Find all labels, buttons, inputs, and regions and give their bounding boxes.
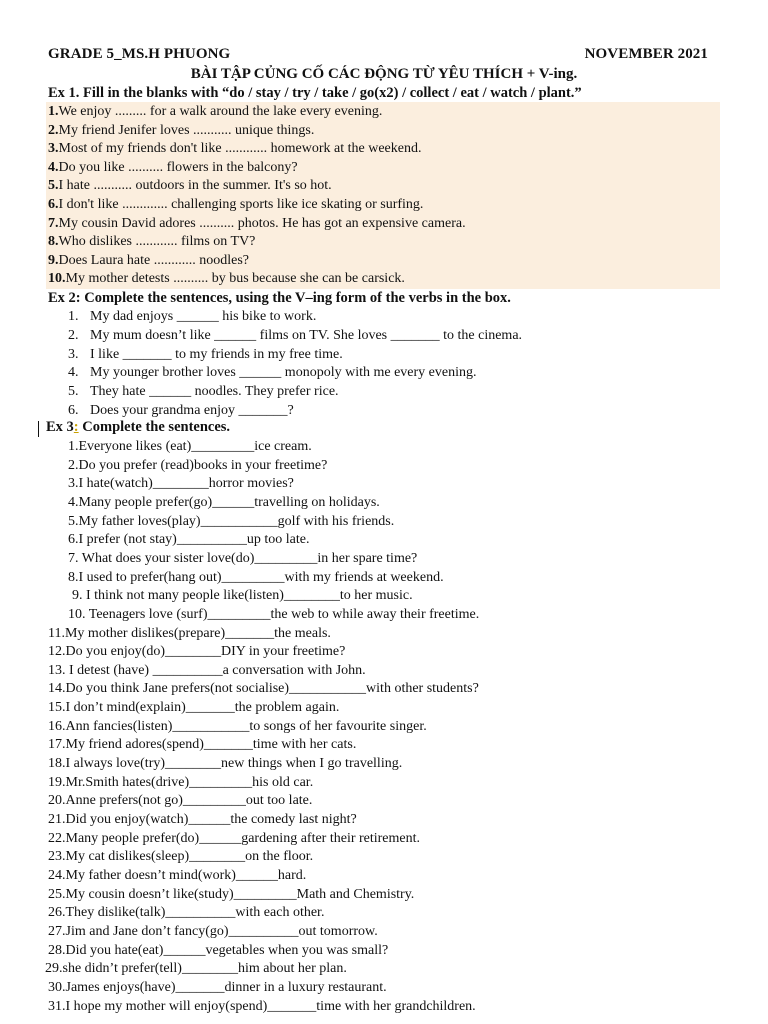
ex3-item: 8.I used to prefer(hang out)_________with my friends at weekend. <box>68 569 444 585</box>
ex3-item: 25.My cousin doesn’t like(study)_________Math and Chemistry. <box>48 886 415 902</box>
ex3-item: 22.Many people prefer(do)______gardening after their retirement. <box>48 830 421 846</box>
ex3-item: 23.My cat dislikes(sleep)________on the floor. <box>48 849 314 865</box>
ex1-item-number: 4. <box>48 159 59 175</box>
ex3-title <box>46 419 230 436</box>
ex2-title: Ex 2: Complete the sentences, using the V–ing form of the verbs in the box. <box>48 290 511 306</box>
ex1-item <box>48 196 423 214</box>
ex1-title: Ex 1. Fill in the blanks with “do / stay / try / take / go(x2) / collect / eat / watch / plant.” <box>48 85 582 101</box>
ex1-item-text: Who dislikes ............ films on TV? <box>58 234 256 250</box>
ex1-item-text: My cousin David adores .......... photos. He has got an expensive camera. <box>58 215 466 231</box>
ex3-item: 30.James enjoys(have)_______dinner in a luxury restaurant. <box>48 979 387 995</box>
ex1-item <box>48 140 421 158</box>
ex2-item-text: My dad enjoys ______ his bike to work. <box>90 309 317 324</box>
ex3-item: 12.Do you enjoy(do)________DIY in your freetime? <box>48 644 346 660</box>
ex3-item: 18.I always love(try)________new things when I go travelling. <box>48 756 403 772</box>
ex3-label: Ex 3 <box>46 419 74 435</box>
ex3-item: 4.Many people prefer(go)______travelling on holidays. <box>68 494 380 510</box>
ex1-item-number: 6. <box>48 197 59 212</box>
page-title: BÀI TẬP CỦNG CỐ CÁC ĐỘNG TỪ YÊU THÍCH + V-ing. <box>190 66 578 82</box>
ex3-item: 31.I hope my mother will enjoy(spend)_______time with her grandchildren. <box>48 998 476 1014</box>
ex2-item-number: 2. <box>68 327 79 343</box>
ex1-item-text: Does Laura hate ............ noodles? <box>58 252 249 268</box>
ex3-colon: : <box>73 419 79 435</box>
ex3-item: 24.My father doesn’t mind(work)______hard. <box>48 867 307 883</box>
ex1-item-number: 7. <box>48 215 59 231</box>
ex2-item-number: 5. <box>68 384 79 400</box>
ex2-item <box>68 402 294 420</box>
ex3-item: 17.My friend adores(spend)_______time with her cats. <box>48 737 357 753</box>
ex3-item: 9. I think not many people like(listen)________to her music. <box>72 588 413 604</box>
ex1-item <box>48 159 298 177</box>
ex2-item-number: 4. <box>68 365 79 381</box>
ex3-item: 26.They dislike(talk)__________with each other. <box>48 905 325 921</box>
ex1-item <box>48 233 255 251</box>
ex1-item <box>48 252 249 270</box>
ex3-item: 1.Everyone likes (eat)_________ice cream. <box>68 439 312 454</box>
ex1-item <box>48 177 332 195</box>
ex3-item: 16.Ann fancies(listen)___________to songs of her favourite singer. <box>48 718 427 734</box>
ex1-item-number: 10. <box>48 271 66 287</box>
header-grade: GRADE 5_MS.H PHUONG <box>48 46 231 62</box>
ex1-item-number: 5. <box>48 178 59 194</box>
ex1-item <box>48 103 382 121</box>
text-cursor <box>38 421 39 437</box>
ex2-item <box>68 383 339 401</box>
ex3-item: 2.Do you prefer (read)books in your freetime? <box>68 457 328 473</box>
ex3-item: 6.I prefer (not stay)__________up too late. <box>68 532 310 548</box>
ex1-item-number: 3. <box>48 141 59 157</box>
ex1-item-text: I hate ........... outdoors in the summer. It's so hot. <box>58 178 332 194</box>
ex2-item-text: I like _______ to my friends in my free time. <box>90 346 343 362</box>
ex3-item: 7. What does your sister love(do)_________in her spare time? <box>68 550 418 566</box>
ex1-item-text: My friend Jenifer loves ........... unique things. <box>58 122 315 138</box>
ex3-item: 15.I don’t mind(explain)_______the problem again. <box>48 700 340 716</box>
ex3-item: 29.she didn’t prefer(tell)________him about her plan. <box>45 961 347 977</box>
ex3-item: 13. I detest (have) __________a conversation with John. <box>48 662 366 678</box>
ex1-item-text: My mother detests .......... by bus because she can be carsick. <box>65 271 405 287</box>
ex1-item-number: 2. <box>48 122 59 138</box>
ex3-item: 5.My father loves(play)___________golf with his friends. <box>68 513 395 529</box>
ex2-item-text: They hate ______ noodles. They prefer rice. <box>90 384 339 400</box>
ex3-item: 19.Mr.Smith hates(drive)_________his old car. <box>48 774 314 790</box>
ex1-item-number: 1. <box>48 104 59 119</box>
ex3-item: 28.Did you hate(eat)______vegetables when you was small? <box>48 942 389 958</box>
ex2-item-text: Does your grandma enjoy _______? <box>90 403 294 418</box>
ex2-item-text: My mum doesn’t like ______ films on TV. She loves _______ to the cinema. <box>90 327 523 343</box>
ex3-instruction: Complete the sentences. <box>78 419 231 435</box>
header-date: NOVEMBER 2021 <box>584 46 708 62</box>
ex1-item-number: 9. <box>48 252 59 268</box>
ex2-item <box>68 327 522 345</box>
ex2-item <box>68 364 476 382</box>
ex1-item <box>48 122 314 140</box>
ex2-item <box>68 346 343 364</box>
ex1-item-text: We enjoy ......... for a walk around the lake every evening. <box>58 104 383 119</box>
ex1-item-number: 8. <box>48 234 59 250</box>
ex3-item: 20.Anne prefers(not go)_________out too late. <box>48 793 313 809</box>
ex1-item-text: Most of my friends don't like ............ homework at the weekend. <box>58 141 422 157</box>
ex3-item: 11.My mother dislikes(prepare)_______the meals. <box>48 625 331 641</box>
ex3-item: 14.Do you think Jane prefers(not socialise)___________with other students? <box>48 681 479 697</box>
ex3-item: 27.Jim and Jane don’t fancy(go)__________out tomorrow. <box>48 923 378 939</box>
ex2-item-number: 6. <box>68 403 79 418</box>
ex1-item-text: I don't like ............. challenging sports like ice skating or surfing. <box>58 197 424 212</box>
ex1-item-text: Do you like .......... flowers in the balcony? <box>58 159 298 175</box>
ex3-item: 3.I hate(watch)________horror movies? <box>68 476 294 492</box>
ex2-item <box>68 308 316 326</box>
ex3-item: 21.Did you enjoy(watch)______the comedy last night? <box>48 812 357 827</box>
ex1-item <box>48 270 405 288</box>
ex2-item-number: 1. <box>68 309 79 324</box>
ex2-item-text: My younger brother loves ______ monopoly with me every evening. <box>90 365 477 381</box>
ex2-item-number: 3. <box>68 346 79 362</box>
ex1-item <box>48 215 466 233</box>
ex3-item: 10. Teenagers love (surf)_________the web to while away their freetime. <box>68 606 480 622</box>
